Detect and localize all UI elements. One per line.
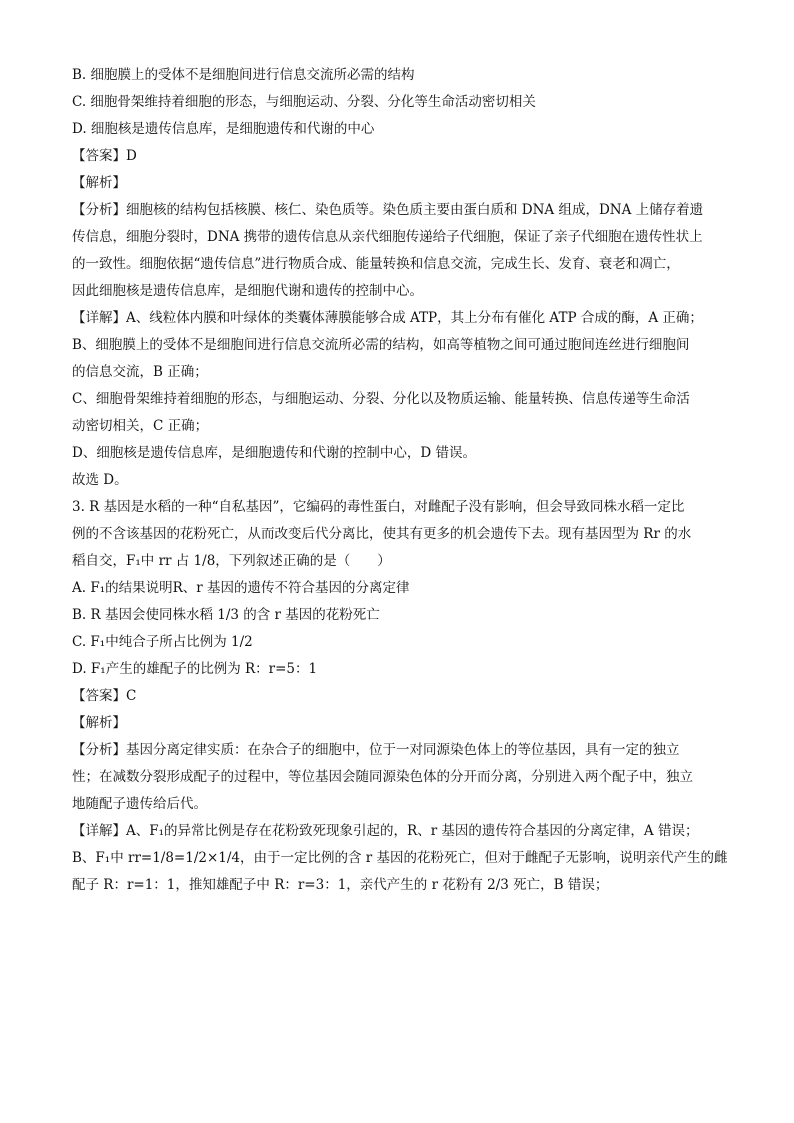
q3-analysis-paragraph [72, 737, 728, 818]
q3-answer: 【答案】C [72, 688, 137, 704]
q2-analysis-paragraph [72, 197, 728, 305]
q3-option-a: A. F₁的结果说明R、r 基因的遗传不符合基因的分离定律 [72, 580, 410, 596]
paragraph-line: B、F₁中 rr=1/8=1/2×1/4，由于一定比例的含 r 基因的花粉死亡，但对于雌配子无影响，说明亲代产生的雌 [72, 850, 728, 866]
q3-option-d: D. F₁产生的雄配子的比例为 R：r=5：1 [72, 661, 318, 677]
document-page [72, 62, 728, 899]
question-line: 稻自交，F₁中 rr 占 1/8，下列叙述正确的是（ ） [72, 553, 391, 569]
paragraph-line: 的一致性。细胞依据“遗传信息”进行物质合成、能量转换和信息交流，完成生长、发育、衰老和凋亡， [72, 256, 680, 272]
question-line: 例的不含该基因的花粉死亡，从而改变后代分离比，使其有更多的机会遗传下去。现有基因型为 Rr 的水 [72, 526, 692, 542]
paragraph-line: D、细胞核是遗传信息库，是细胞遗传和代谢的控制中心，D 错误。 [72, 445, 476, 461]
question-line: 3. R 基因是水稻的一种“自私基因”，它编码的毒性蛋白，对雌配子没有影响，但会导致同株水稻一定比 [72, 499, 685, 515]
paragraph-line: 传信息，细胞分裂时，DNA 携带的遗传信息从亲代细胞传递给子代细胞，保证了亲子代细胞在遗传性状上 [72, 229, 703, 245]
q3-option-b: B. R 基因会使同株水稻 1/3 的含 r 基因的花粉死亡 [72, 607, 380, 623]
q2-option-d: D. 细胞核是遗传信息库，是细胞遗传和代谢的中心 [72, 121, 375, 137]
q2-answer: 【答案】D [72, 148, 137, 164]
q3-analysis-heading: 【解析】 [72, 715, 126, 731]
q2-detail-paragraph [72, 305, 728, 494]
paragraph-line: B、细胞膜上的受体不是细胞间进行信息交流所必需的结构，如高等植物之间可通过胞间连丝进行细胞间 [72, 337, 690, 353]
paragraph-line: 故选 D。 [72, 472, 128, 488]
paragraph-line: 【详解】A、F₁的异常比例是存在花粉致死现象引起的，R、r 基因的遗传符合基因的分离定律，A 错误； [72, 823, 699, 839]
paragraph-line: 【分析】细胞核的结构包括核膜、核仁、染色质等。染色质主要由蛋白质和 DNA 组成，DNA 上储存着遗 [72, 202, 704, 218]
paragraph-line: 【详解】A、线粒体内膜和叶绿体的类囊体薄膜能够合成 ATP，其上分布有催化 ATP 合成的酶，A 正确； [72, 310, 703, 326]
paragraph-line: 的信息交流，B 正确； [72, 364, 208, 380]
paragraph-line: 配子 R：r=1：1，推知雄配子中 R：r=3：1，亲代产生的 r 花粉有 2/3 死亡，B 错误； [72, 877, 609, 893]
paragraph-line: 地随配子遗传给后代。 [72, 796, 207, 812]
paragraph-line: 动密切相关，C 正确； [72, 418, 209, 434]
q3-stem [72, 494, 728, 575]
q2-option-b: B. 细胞膜上的受体不是细胞间进行信息交流所必需的结构 [72, 67, 415, 83]
q2-option-c: C. 细胞骨架维持着细胞的形态，与细胞运动、分裂、分化等生命活动密切相关 [72, 94, 536, 110]
q3-option-c: C. F₁中纯合子所占比例为 1/2 [72, 634, 253, 650]
q3-detail-paragraph [72, 818, 728, 899]
paragraph-line: 因此细胞核是遗传信息库，是细胞代谢和遗传的控制中心。 [72, 283, 423, 299]
q2-analysis-heading: 【解析】 [72, 175, 126, 191]
paragraph-line: 性；在减数分裂形成配子的过程中，等位基因会随同源染色体的分开而分离，分别进入两个配子中，独立 [72, 769, 693, 785]
paragraph-line: 【分析】基因分离定律实质：在杂合子的细胞中，位于一对同源染色体上的等位基因，具有一定的独立 [72, 742, 680, 758]
paragraph-line: C、细胞骨架维持着细胞的形态，与细胞运动、分裂、分化以及物质运输、能量转换、信息传递等生命活 [72, 391, 690, 407]
